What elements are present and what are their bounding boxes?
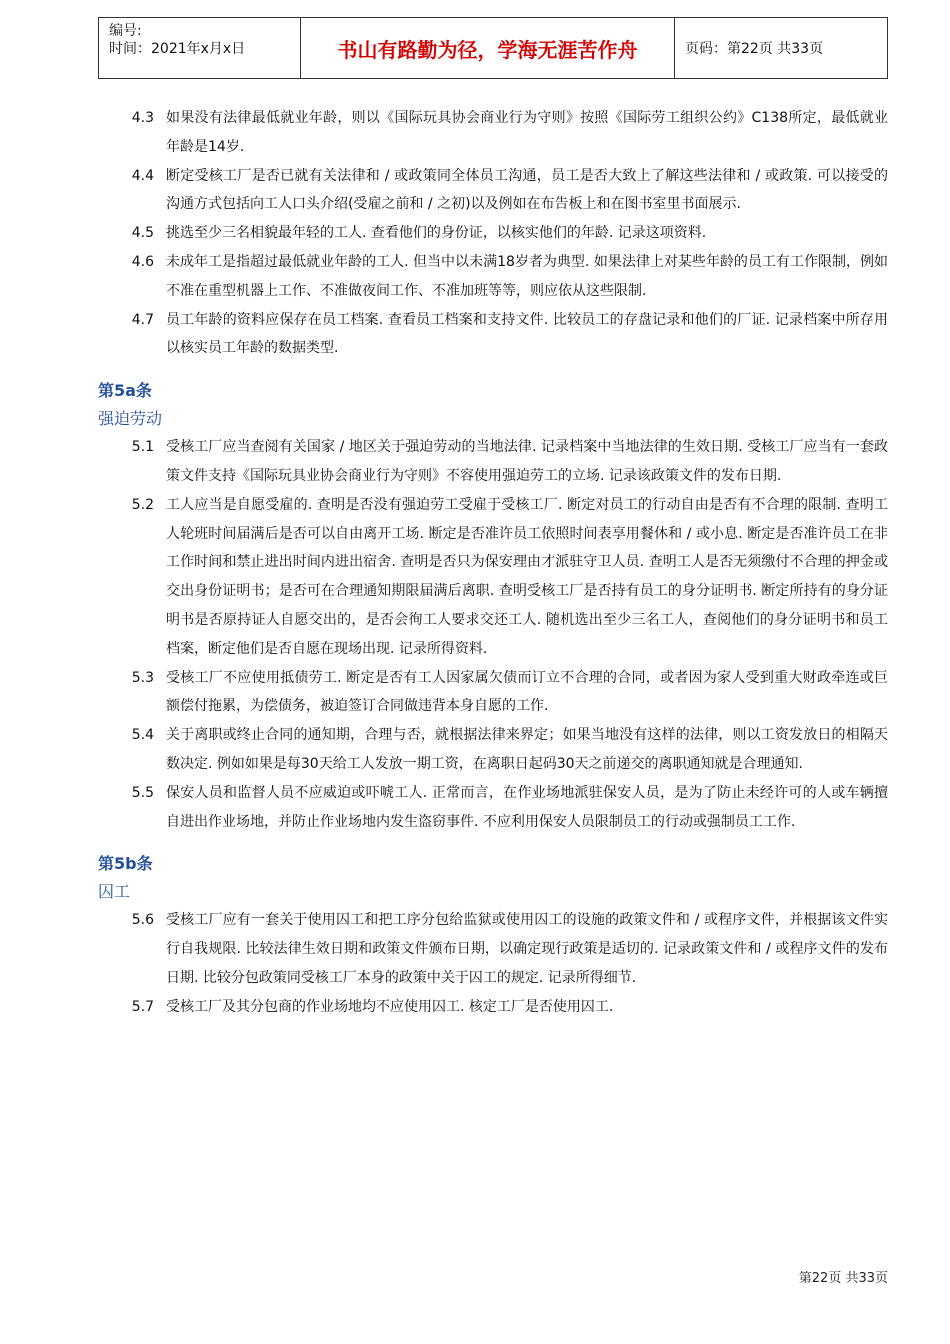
clause-item	[98, 248, 888, 306]
clause-5a-list	[98, 433, 888, 836]
clause-text: 保安人员和监督人员不应威迫或吓唬工人. 正常而言，在作业场地派驻保安人员，是为了防止未经许可的人或车辆擅自进出作业场地，并防止作业场地内发生盗窃事件. 不应利用保安人员限制员工的行动或强制员工工作.	[166, 784, 888, 830]
section-5a-title: 第5a条	[98, 381, 152, 401]
clause-item	[98, 491, 888, 664]
clause-text: 受核工厂应当查阅有关国家 / 地区关于强迫劳动的当地法律. 记录档案中当地法律的生效日期. 受核工厂应当有一套政策文件支持《国际玩具业协会商业行为守则》不容使用强迫劳工的立场. 记录该政策文件的发布日期.	[166, 439, 888, 484]
clause-item	[98, 219, 888, 248]
document-body	[98, 104, 888, 1022]
clause-number: 5.3	[131, 669, 154, 686]
document-time-label: 时间：2021年x月x日	[109, 41, 246, 57]
clause-item	[98, 306, 888, 364]
clause-number: 5.2	[131, 496, 154, 513]
clause-number: 4.7	[131, 311, 154, 328]
clause-number: 5.4	[131, 727, 154, 744]
clause-text: 如果没有法律最低就业年龄，则以《国际玩具协会商业行为守则》按照《国际劳工组织公约》C138所定，最低就业年龄是14岁.	[166, 110, 888, 155]
clause-number: 4.5	[131, 225, 154, 242]
clause-text: 断定受核工厂是否已就有关法律和 / 或政策同全体员工沟通，员工是否大致上了解这些法律和 / 或政策. 可以接受的沟通方式包括向工人口头介绍(受雇之前和 / 之初)以及例如在布告板上和在图书室里书面展示.	[166, 167, 888, 213]
clause-item	[98, 104, 888, 162]
clause-number: 5.1	[131, 439, 154, 456]
clause-item	[98, 721, 888, 779]
clause-number: 4.3	[131, 110, 154, 126]
clause-number: 5.6	[131, 912, 154, 929]
clause-item	[98, 906, 888, 992]
clause-item	[98, 779, 888, 837]
clause-number: 4.6	[131, 253, 154, 270]
clause-5b-list	[98, 906, 888, 1021]
section-5a-subtitle: 强迫劳动	[98, 409, 163, 429]
clause-text: 工人应当是自愿受雇的. 查明是否没有强迫劳工受雇于受核工厂. 断定对员工的行动自由是否有不合理的限制. 查明工人轮班时间届满后是否可以自由离开工场. 断定是否准许员工依照时间表享用餐休和 / 或小息. 断定是否准许员工在非工作时间和禁止进出时间内进出宿舍. 查明是否只为保安理由才派驻守卫人员. 查明工人是否无须缴付不合理的押金或交出身份证明书；是否可在合理通知期限届满后离职. 查明受核工厂是否持有员工的身分证明书. 断定所持有的身分证明书是否原持证人自愿交出的，是否会徇工人要求交还工人. 随机选出至少三名工人，查阅他们的身分证明书和员工档案，断定他们是否自愿在现场出现. 记录所得资料.	[166, 496, 888, 657]
header-meta	[99, 18, 301, 78]
page-footer: 第22页 共33页	[798, 1271, 888, 1286]
clause-text: 受核工厂及其分包商的作业场地均不应使用囚工. 核定工厂是否使用囚工.	[166, 998, 614, 1015]
section-5b-title: 第5b条	[98, 854, 153, 874]
clause-item	[98, 433, 888, 491]
clause-4-list	[98, 104, 888, 363]
clause-text: 挑选至少三名相貌最年轻的工人. 查看他们的身份证，以核实他们的年龄. 记录这项资料.	[166, 225, 707, 242]
header-page-label: 页码：第22页 共33页	[685, 41, 824, 57]
page-header	[98, 17, 888, 79]
header-motto: 书山有路勤为径，学海无涯苦作舟	[301, 18, 675, 78]
clause-number: 4.4	[131, 167, 154, 184]
clause-item	[98, 664, 888, 722]
clause-text: 受核工厂应有一套关于使用囚工和把工序分包给监狱或使用囚工的设施的政策文件和 / 或程序文件，并根据该文件实行自我规限. 比较法律生效日期和政策文件颁布日期，以确定现行政策是适切的. 记录政策文件和 / 或程序文件的发布日期. 比较分包政策同受核工厂本身的政策中关于囚工的规定. 记录所得细节.	[166, 912, 888, 986]
clause-text: 关于离职或终止合同的通知期，合理与否，就根据法律来界定；如果当地没有这样的法律，则以工资发放日的相隔天数决定. 例如如果是每30天给工人发放一期工资，在离职日起码30天之前递交的离职通知就是合理通知.	[166, 727, 888, 772]
clause-text: 未成年工是指超过最低就业年龄的工人. 但当中以未满18岁者为典型. 如果法律上对某些年龄的员工有工作限制，例如不准在重型机器上工作、不准做夜间工作、不准加班等等，则应依从这些限制.	[166, 253, 888, 299]
clause-number: 5.7	[131, 998, 154, 1015]
clause-text: 受核工厂不应使用抵债劳工. 断定是否有工人因家属欠债而订立不合理的合同，或者因为家人受到重大财政牵连或巨额偿付拖累，为偿债务，被迫签订合同做违背本身自愿的工作.	[166, 669, 888, 715]
document-number-label: 编号:	[109, 23, 142, 39]
clause-text: 员工年龄的资料应保存在员工档案. 查看员工档案和支持文件. 比较员工的存盘记录和他们的厂证. 记录档案中所存用以核实员工年龄的数据类型.	[166, 311, 888, 357]
section-5b-subtitle: 囚工	[98, 882, 131, 902]
clause-item	[98, 162, 888, 220]
clause-item	[98, 993, 888, 1022]
clause-number: 5.5	[131, 784, 154, 801]
